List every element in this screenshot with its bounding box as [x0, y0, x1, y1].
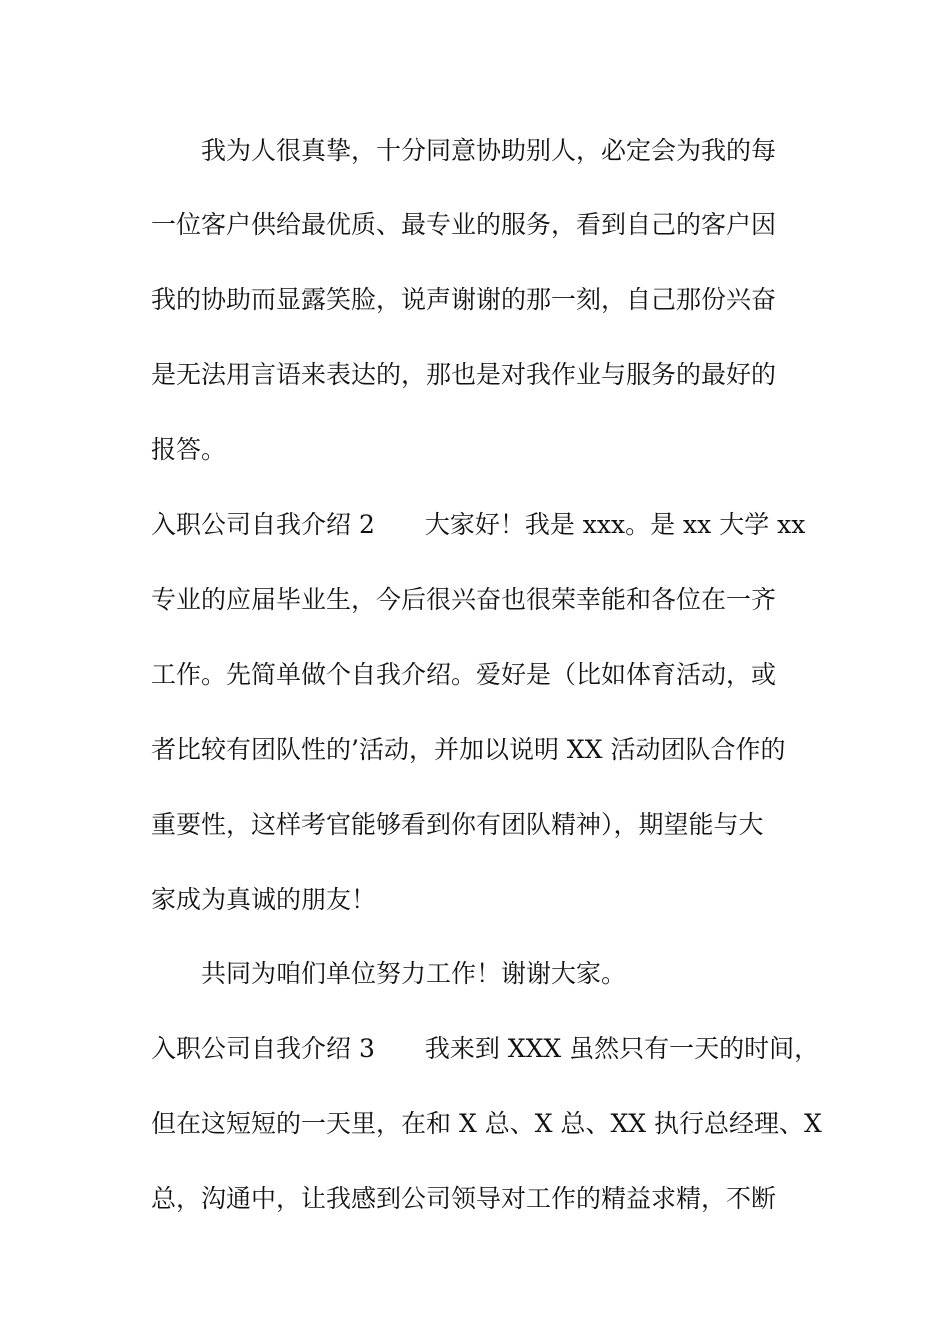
- text-line: 共同为咱们单位努力工作！谢谢大家。: [201, 959, 627, 988]
- text-line: 但在这短短的一天里，在和 X 总、X 总、XX 执行总经理、X: [151, 1109, 822, 1138]
- text-line: 工作。先简单做个自我介绍。爱好是（比如体育活动，或: [151, 660, 777, 689]
- text-line: 专业的应届毕业生，今后很兴奋也很荣幸能和各位在一齐: [151, 585, 777, 614]
- text-line: 家成为真诚的朋友！: [151, 885, 377, 914]
- text-line: 报答。: [151, 435, 227, 464]
- text-line: 总，沟通中，让我感到公司领导对工作的精益求精，不断: [151, 1184, 777, 1213]
- section-heading-line: 入职公司自我介绍 2 大家好！我是 xxx。是 xx 大学 xx: [151, 510, 806, 539]
- text-line: 者比较有团队性的’活动，并加以说明 XX 活动团队合作的: [151, 735, 786, 764]
- text-line: 我的协助而显露笑脸，说声谢谢的那一刻，自己那份兴奋: [151, 285, 777, 314]
- section-heading-line: 入职公司自我介绍 3 我来到 XXX 虽然只有一天的时间，: [151, 1034, 820, 1063]
- text-line: 我为人很真挚，十分同意协助别人，必定会为我的每: [201, 136, 777, 165]
- text-line: 是无法用言语来表达的，那也是对我作业与服务的最好的: [151, 360, 777, 389]
- text-line: 一位客户供给最优质、最专业的服务，看到自己的客户因: [151, 210, 777, 239]
- text-line: 重要性，这样考官能够看到你有团队精神），期望能与大: [151, 810, 764, 839]
